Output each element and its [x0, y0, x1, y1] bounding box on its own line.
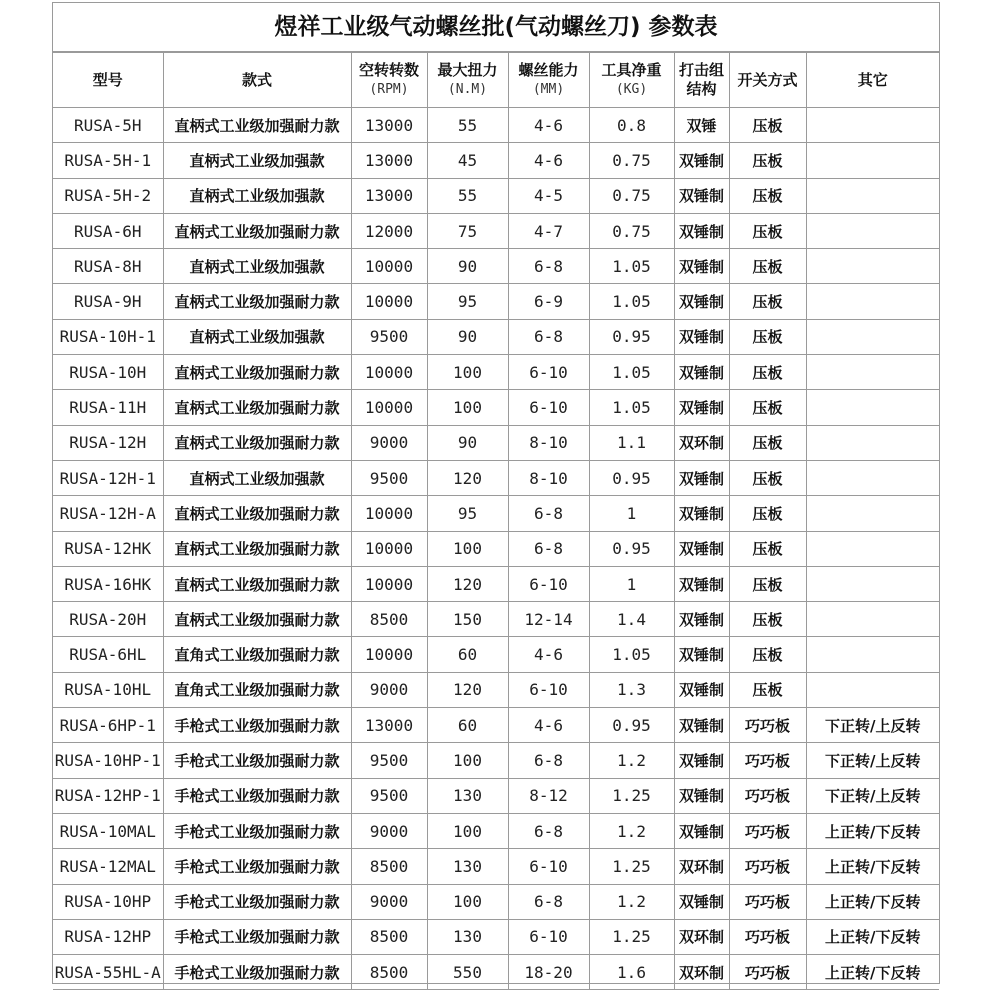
cell-switch: 压板	[729, 531, 806, 566]
cell-style: 手枪式工业级加强耐力款	[163, 743, 351, 778]
cell-screw: 4-7	[508, 213, 589, 248]
cell-other: 下正转/上反转	[806, 743, 939, 778]
cell-strike: 双锤制	[674, 319, 729, 354]
cell-torque: 120	[427, 672, 508, 707]
cell-style: 直柄式工业级加强耐力款	[163, 531, 351, 566]
cell-screw: 8-10	[508, 425, 589, 460]
cell-strike: 双锤制	[674, 213, 729, 248]
cell-speed: 9500	[351, 319, 427, 354]
cell-torque: 130	[427, 919, 508, 954]
cell-torque: 90	[427, 425, 508, 460]
header-weight-unit: (KG)	[615, 82, 648, 97]
table-row	[53, 672, 939, 707]
cell-switch: 巧巧板	[729, 813, 806, 848]
cell-model: RUSA-5H-1	[53, 143, 163, 178]
cell-other	[806, 249, 939, 284]
cell-strike: 双锤制	[674, 672, 729, 707]
cell-torque: 60	[427, 708, 508, 743]
cell-screw: 6-8	[508, 884, 589, 919]
cell-model: RUSA-9H	[53, 284, 163, 319]
cell-torque: 95	[427, 496, 508, 531]
cell-style: 直角式工业级加强耐力款	[163, 672, 351, 707]
cell-other	[806, 143, 939, 178]
cell-switch: 压板	[729, 108, 806, 143]
cell-switch: 压板	[729, 637, 806, 672]
cell-switch: 压板	[729, 566, 806, 601]
table-row	[53, 496, 939, 531]
cell-other	[806, 637, 939, 672]
cell-style: 直柄式工业级加强耐力款	[163, 425, 351, 460]
cell-screw: 6-8	[508, 319, 589, 354]
cell-other: 上正转/下反转	[806, 884, 939, 919]
cell-screw: 6-8	[508, 249, 589, 284]
cell-model: RUSA-12HP	[53, 919, 163, 954]
cell-model: RUSA-11H	[53, 390, 163, 425]
cell-model: RUSA-10HP-1	[53, 743, 163, 778]
cell-speed: 10000	[351, 566, 427, 601]
cell-torque: 130	[427, 849, 508, 884]
table-row	[53, 143, 939, 178]
header-torque-label: 最大扭力	[437, 61, 498, 79]
cell-weight: 1.2	[589, 743, 674, 778]
cell-strike: 双环制	[674, 849, 729, 884]
header-strike	[674, 53, 729, 108]
cell-weight: 1	[589, 566, 674, 601]
cell-torque: 100	[427, 813, 508, 848]
cell-style: 直柄式工业级加强耐力款	[163, 602, 351, 637]
cell-screw: 4-6	[508, 708, 589, 743]
cell-torque: 100	[427, 743, 508, 778]
cell-other	[806, 355, 939, 390]
cell-weight: 0.75	[589, 178, 674, 213]
table-row	[53, 566, 939, 601]
cell-style: 手枪式工业级加强耐力款	[163, 955, 351, 990]
cell-strike: 双锤制	[674, 813, 729, 848]
cell-torque: 90	[427, 249, 508, 284]
cell-style: 手枪式工业级加强耐力款	[163, 813, 351, 848]
cell-weight: 1.6	[589, 955, 674, 990]
cell-other	[806, 319, 939, 354]
cell-weight: 0.75	[589, 213, 674, 248]
header-speed-unit: (RPM)	[369, 82, 409, 97]
header-weight	[589, 53, 674, 108]
cell-weight: 1.1	[589, 425, 674, 460]
cell-speed: 9500	[351, 460, 427, 495]
cell-weight: 1	[589, 496, 674, 531]
cell-weight: 1.05	[589, 249, 674, 284]
cell-screw: 4-5	[508, 178, 589, 213]
cell-torque: 100	[427, 390, 508, 425]
header-torque-unit: (N.M)	[447, 82, 488, 97]
cell-strike: 双锤制	[674, 531, 729, 566]
cell-other	[806, 672, 939, 707]
header-strike-line1: 打击组	[678, 61, 724, 79]
cell-screw: 6-10	[508, 566, 589, 601]
table-row	[53, 602, 939, 637]
cell-speed: 13000	[351, 178, 427, 213]
cell-model: RUSA-6H	[53, 213, 163, 248]
cell-torque: 55	[427, 178, 508, 213]
cell-style: 直柄式工业级加强款	[163, 143, 351, 178]
cell-weight: 1.05	[589, 390, 674, 425]
cell-speed: 10000	[351, 355, 427, 390]
cell-weight: 1.05	[589, 355, 674, 390]
cell-model: RUSA-6HL	[53, 637, 163, 672]
cell-style: 直柄式工业级加强耐力款	[163, 108, 351, 143]
cell-speed: 10000	[351, 637, 427, 672]
cell-torque: 150	[427, 602, 508, 637]
cell-strike: 双锤制	[674, 637, 729, 672]
table-row	[53, 460, 939, 495]
cell-weight: 1.25	[589, 849, 674, 884]
cell-torque: 95	[427, 284, 508, 319]
header-speed-label: 空转转数	[358, 61, 419, 79]
cell-speed: 10000	[351, 496, 427, 531]
table-row	[53, 249, 939, 284]
cell-speed: 10000	[351, 284, 427, 319]
table-row	[53, 178, 939, 213]
cell-model: RUSA-10MAL	[53, 813, 163, 848]
cell-model: RUSA-12HP-1	[53, 778, 163, 813]
cell-strike: 双锤制	[674, 708, 729, 743]
cell-other: 上正转/下反转	[806, 849, 939, 884]
cell-weight: 0.75	[589, 143, 674, 178]
cell-strike: 双锤制	[674, 249, 729, 284]
cell-torque: 45	[427, 143, 508, 178]
cell-other: 上正转/下反转	[806, 955, 939, 990]
cell-other: 上正转/下反转	[806, 919, 939, 954]
cell-screw: 6-10	[508, 849, 589, 884]
table-row	[53, 884, 939, 919]
cell-torque: 75	[427, 213, 508, 248]
cell-weight: 1.25	[589, 778, 674, 813]
cell-other	[806, 531, 939, 566]
cell-style: 直角式工业级加强耐力款	[163, 637, 351, 672]
cell-style: 直柄式工业级加强耐力款	[163, 213, 351, 248]
cell-strike: 双锤制	[674, 143, 729, 178]
cell-weight: 0.8	[589, 108, 674, 143]
cell-switch: 压板	[729, 143, 806, 178]
cell-switch: 压板	[729, 425, 806, 460]
table-row	[53, 284, 939, 319]
cell-model: RUSA-6HP-1	[53, 708, 163, 743]
cell-speed: 9500	[351, 778, 427, 813]
cell-switch: 压板	[729, 355, 806, 390]
cell-model: RUSA-10H-1	[53, 319, 163, 354]
cell-strike: 双锤制	[674, 602, 729, 637]
cell-speed: 9500	[351, 743, 427, 778]
cell-screw: 6-10	[508, 355, 589, 390]
header-screw	[508, 53, 589, 108]
cell-screw: 18-20	[508, 955, 589, 990]
cell-weight: 1.2	[589, 813, 674, 848]
cell-torque: 55	[427, 108, 508, 143]
cell-model: RUSA-10H	[53, 355, 163, 390]
cell-torque: 100	[427, 355, 508, 390]
cell-switch: 压板	[729, 319, 806, 354]
cell-switch: 巧巧板	[729, 743, 806, 778]
cell-style: 直柄式工业级加强款	[163, 319, 351, 354]
cell-switch: 压板	[729, 390, 806, 425]
cell-switch: 巧巧板	[729, 884, 806, 919]
cell-torque: 90	[427, 319, 508, 354]
table-row	[53, 390, 939, 425]
cell-other	[806, 602, 939, 637]
cell-model: RUSA-12MAL	[53, 849, 163, 884]
cell-switch: 压板	[729, 284, 806, 319]
header-screw-label: 螺丝能力	[518, 61, 579, 79]
cell-model: RUSA-10HP	[53, 884, 163, 919]
cell-screw: 6-10	[508, 672, 589, 707]
cell-other	[806, 213, 939, 248]
cell-screw: 8-12	[508, 778, 589, 813]
table-row	[53, 637, 939, 672]
cell-weight: 1.3	[589, 672, 674, 707]
cell-screw: 4-6	[508, 143, 589, 178]
cell-other	[806, 178, 939, 213]
table-row	[53, 743, 939, 778]
table-row	[53, 778, 939, 813]
cell-switch: 巧巧板	[729, 955, 806, 990]
table-row	[53, 355, 939, 390]
cell-model: RUSA-5H	[53, 108, 163, 143]
cell-strike: 双锤制	[674, 390, 729, 425]
cell-switch: 巧巧板	[729, 778, 806, 813]
cell-speed: 13000	[351, 108, 427, 143]
cell-weight: 0.95	[589, 460, 674, 495]
cell-switch: 压板	[729, 178, 806, 213]
cell-torque: 120	[427, 566, 508, 601]
cell-torque: 100	[427, 531, 508, 566]
header-speed	[351, 53, 427, 108]
cell-torque: 550	[427, 955, 508, 990]
cell-speed: 8500	[351, 602, 427, 637]
header-style: 款式	[163, 53, 351, 108]
cell-speed: 8500	[351, 955, 427, 990]
cell-speed: 8500	[351, 919, 427, 954]
cell-screw: 4-6	[508, 108, 589, 143]
cell-style: 手枪式工业级加强耐力款	[163, 708, 351, 743]
cell-style: 直柄式工业级加强耐力款	[163, 496, 351, 531]
cell-weight: 1.25	[589, 919, 674, 954]
table-row	[53, 531, 939, 566]
cell-other	[806, 566, 939, 601]
cell-other	[806, 284, 939, 319]
cell-switch: 压板	[729, 496, 806, 531]
cell-strike: 双环制	[674, 919, 729, 954]
header-switch: 开关方式	[729, 53, 806, 108]
cell-style: 手枪式工业级加强耐力款	[163, 849, 351, 884]
cell-strike: 双锤制	[674, 284, 729, 319]
cell-switch: 压板	[729, 672, 806, 707]
cell-style: 手枪式工业级加强耐力款	[163, 919, 351, 954]
cell-strike: 双锤制	[674, 566, 729, 601]
cell-model: RUSA-8H	[53, 249, 163, 284]
cell-strike: 双环制	[674, 955, 729, 990]
header-weight-label: 工具净重	[601, 61, 662, 79]
cell-strike: 双环制	[674, 425, 729, 460]
cell-speed: 8500	[351, 849, 427, 884]
cell-weight: 1.2	[589, 884, 674, 919]
cell-model: RUSA-5H-2	[53, 178, 163, 213]
cell-speed: 10000	[351, 390, 427, 425]
cell-model: RUSA-12H	[53, 425, 163, 460]
cell-other	[806, 390, 939, 425]
cell-style: 直柄式工业级加强款	[163, 460, 351, 495]
cell-switch: 巧巧板	[729, 919, 806, 954]
cell-model: RUSA-12H-1	[53, 460, 163, 495]
cell-screw: 12-14	[508, 602, 589, 637]
table-row	[53, 108, 939, 143]
cell-speed: 13000	[351, 708, 427, 743]
table-row	[53, 955, 939, 990]
cell-weight: 1.05	[589, 284, 674, 319]
cell-screw: 6-8	[508, 496, 589, 531]
parameter-sheet	[52, 2, 940, 984]
header-torque	[427, 53, 508, 108]
cell-speed: 13000	[351, 143, 427, 178]
cell-style: 直柄式工业级加强耐力款	[163, 284, 351, 319]
cell-model: RUSA-20H	[53, 602, 163, 637]
cell-style: 直柄式工业级加强款	[163, 178, 351, 213]
cell-other	[806, 425, 939, 460]
header-row	[53, 53, 939, 108]
cell-screw: 6-8	[508, 813, 589, 848]
cell-style: 手枪式工业级加强耐力款	[163, 778, 351, 813]
header-model: 型号	[53, 53, 163, 108]
cell-weight: 1.4	[589, 602, 674, 637]
cell-other	[806, 460, 939, 495]
cell-screw: 6-8	[508, 531, 589, 566]
cell-screw: 8-10	[508, 460, 589, 495]
cell-switch: 巧巧板	[729, 708, 806, 743]
cell-model: RUSA-55HL-A	[53, 955, 163, 990]
cell-speed: 10000	[351, 531, 427, 566]
cell-other: 下正转/上反转	[806, 778, 939, 813]
cell-other: 上正转/下反转	[806, 813, 939, 848]
table-row	[53, 919, 939, 954]
cell-other	[806, 496, 939, 531]
header-other: 其它	[806, 53, 939, 108]
cell-model: RUSA-12H-A	[53, 496, 163, 531]
page-title: 煜祥工业级气动螺丝批(气动螺丝刀) 参数表	[53, 3, 939, 52]
table-row	[53, 425, 939, 460]
cell-speed: 9000	[351, 884, 427, 919]
cell-speed: 10000	[351, 249, 427, 284]
cell-strike: 双锤制	[674, 743, 729, 778]
cell-weight: 0.95	[589, 319, 674, 354]
cell-switch: 压板	[729, 602, 806, 637]
cell-style: 直柄式工业级加强款	[163, 249, 351, 284]
header-strike-line2: 结构	[686, 80, 717, 98]
cell-strike: 双锤	[674, 108, 729, 143]
cell-model: RUSA-16HK	[53, 566, 163, 601]
table-row	[53, 708, 939, 743]
table-body	[53, 108, 939, 990]
table-row	[53, 319, 939, 354]
cell-strike: 双锤制	[674, 460, 729, 495]
cell-style: 直柄式工业级加强耐力款	[163, 355, 351, 390]
cell-switch: 巧巧板	[729, 849, 806, 884]
cell-strike: 双锤制	[674, 778, 729, 813]
cell-speed: 9000	[351, 813, 427, 848]
cell-torque: 130	[427, 778, 508, 813]
cell-style: 直柄式工业级加强耐力款	[163, 390, 351, 425]
cell-model: RUSA-10HL	[53, 672, 163, 707]
cell-torque: 100	[427, 884, 508, 919]
parameter-table	[53, 52, 939, 990]
cell-screw: 4-6	[508, 637, 589, 672]
cell-style: 手枪式工业级加强耐力款	[163, 884, 351, 919]
table-row	[53, 813, 939, 848]
cell-strike: 双锤制	[674, 884, 729, 919]
cell-screw: 6-10	[508, 390, 589, 425]
cell-strike: 双锤制	[674, 178, 729, 213]
cell-weight: 0.95	[589, 708, 674, 743]
cell-model: RUSA-12HK	[53, 531, 163, 566]
cell-screw: 6-9	[508, 284, 589, 319]
cell-other	[806, 108, 939, 143]
cell-torque: 120	[427, 460, 508, 495]
cell-switch: 压板	[729, 213, 806, 248]
cell-other: 下正转/上反转	[806, 708, 939, 743]
table-row	[53, 213, 939, 248]
cell-switch: 压板	[729, 249, 806, 284]
cell-speed: 12000	[351, 213, 427, 248]
table-row	[53, 849, 939, 884]
cell-weight: 1.05	[589, 637, 674, 672]
cell-weight: 0.95	[589, 531, 674, 566]
cell-strike: 双锤制	[674, 496, 729, 531]
cell-style: 直柄式工业级加强耐力款	[163, 566, 351, 601]
header-screw-unit: (MM)	[532, 82, 565, 97]
cell-screw: 6-8	[508, 743, 589, 778]
cell-switch: 压板	[729, 460, 806, 495]
cell-speed: 9000	[351, 672, 427, 707]
cell-torque: 60	[427, 637, 508, 672]
cell-strike: 双锤制	[674, 355, 729, 390]
cell-speed: 9000	[351, 425, 427, 460]
cell-screw: 6-10	[508, 919, 589, 954]
